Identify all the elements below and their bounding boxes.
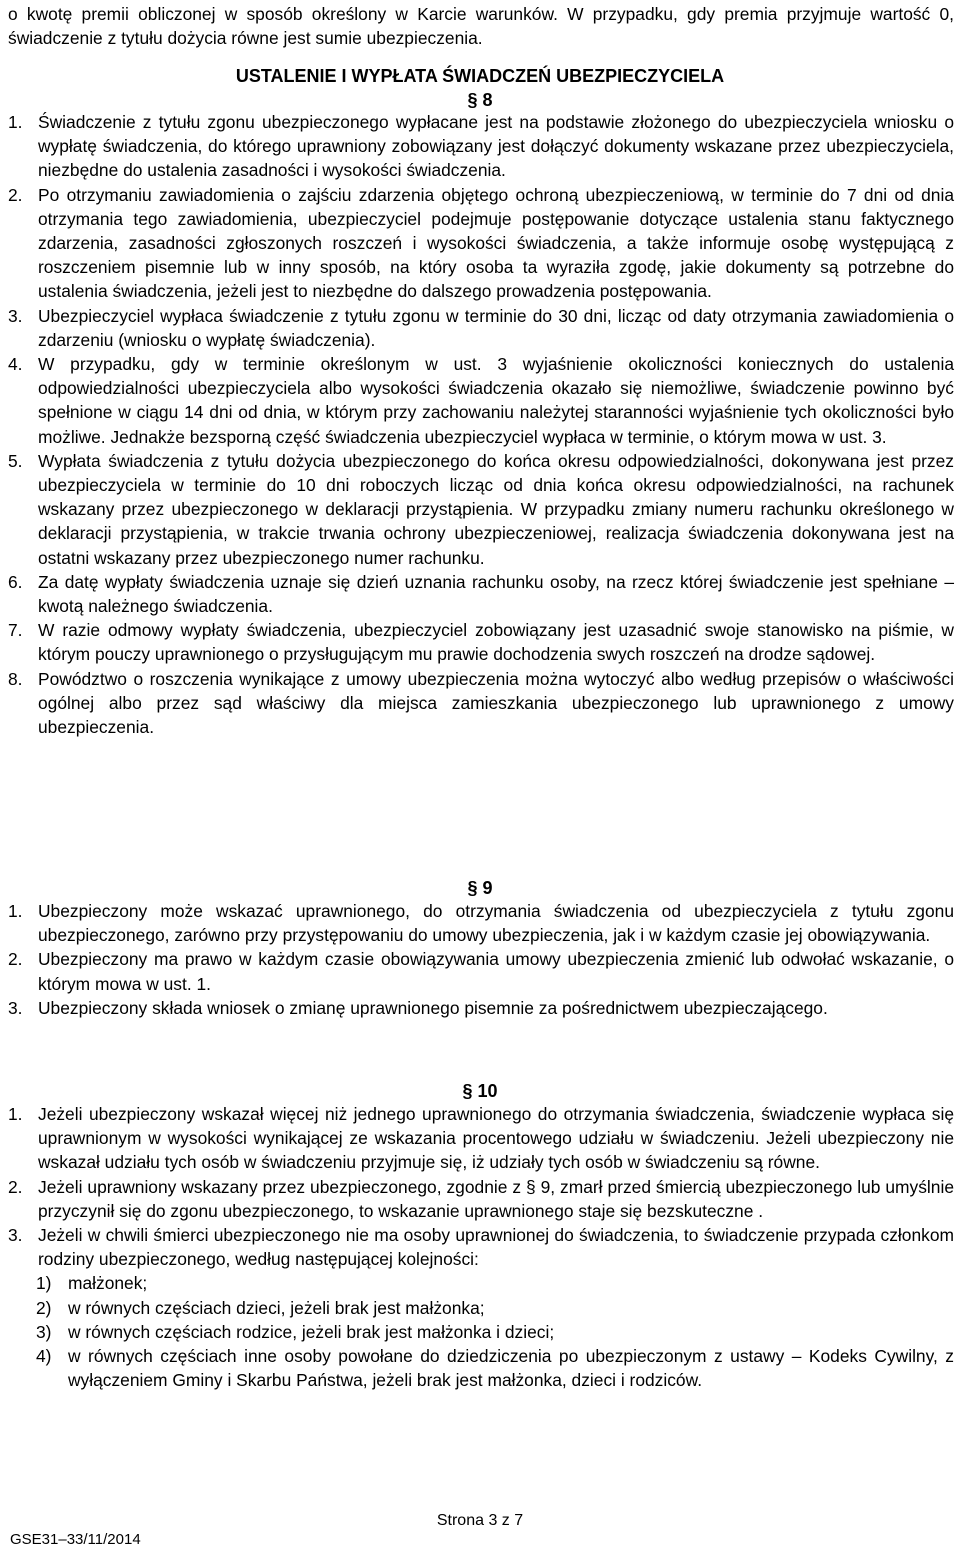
- list-item: [8, 449, 954, 570]
- page-number: Strona 3 z 7: [436, 1512, 524, 1529]
- sub-list-item: [8, 1344, 954, 1392]
- list-item: [8, 1175, 954, 1223]
- list-item: [8, 304, 954, 352]
- list-item: [8, 570, 954, 618]
- item-text: Po otrzymaniu zawiadomienia o zajściu zdarzenia objętego ochroną ubezpieczeniową, w terminie do 7 dni od dnia otrzymania tego zawiadomienia, ubezpieczyciel podejmuje postępowanie dotyczące ustalenia stanu faktycznego zdarzenia, zasadności zgłoszonych roszczeń i wysokości świadczenia, a także informuje osobę występującą z roszczeniem pisemnie lub w inny sposób, na który osoba ta wyraziła zgodę, jakie dokumenty są potrzebne do ustalenia świadczenia, jeżeli jest to niezbędne do dalszego prowadzenia postępowania.: [38, 184, 954, 302]
- item-text: Ubezpieczyciel wypłaca świadczenie z tytułu zgonu w terminie do 30 dni, licząc od daty otrzymania zawiadomienia o zdarzeniu (wniosku o wypłatę świadczenia).: [38, 305, 954, 350]
- section-mark-9: § 9: [467, 878, 493, 898]
- item-number: 1.: [8, 1104, 23, 1124]
- sub-item-number: 1): [36, 1273, 52, 1294]
- section-heading: USTALENIE I WYPŁATA ŚWIADCZEŃ UBEZPIECZYCIELA: [235, 66, 725, 86]
- list-item: [8, 947, 954, 995]
- item-text: W razie odmowy wypłaty świadczenia, ubezpieczyciel zobowiązany jest uzasadnić swoje stanowisko na piśmie, w którym pouczy uprawnionego o przysługującym mu prawie dochodzenia swych roszczeń na drodze sądowej.: [38, 620, 954, 665]
- list-item: [8, 618, 954, 666]
- list-item: [8, 110, 954, 183]
- item-number: 6.: [8, 571, 23, 592]
- item-text: Wypłata świadczenia z tytułu dożycia ubezpieczonego do końca okresu odpowiedzialności, dokonywana jest przez ubezpieczyciela w terminie do 10 dni roboczych licząc od dnia końca okresu odpowiedzialności, na rachunek wskazany przez ubezpieczonego w deklaracji przystąpienia. W przypadku zmiany numeru rachunku określonego w deklaracji przystąpienia, w trakcie trwania ochrony ubezpieczeniowej, realizacja świadczenia dokonywana jest na ostatni wskazany przez ubezpieczonego numer rachunku.: [38, 450, 954, 568]
- item-text: Jeżeli uprawniony wskazany przez ubezpieczonego, zgodnie z § 9, zmarł przed śmiercią ubezpieczonego lub umyślnie przyczynił się do zgonu ubezpieczonego, to wskazanie uprawnionego staje się bezskuteczne .: [38, 1176, 954, 1221]
- item-number: 2.: [8, 1176, 23, 1197]
- item-text: Jeżeli w chwili śmierci ubezpieczonego nie ma osoby uprawnionej do świadczenia, to świadczenie przypada członkom rodziny ubezpieczonego, według następującej kolejności:: [38, 1225, 954, 1270]
- item-number: 1.: [8, 901, 23, 921]
- item-number: 7.: [8, 620, 23, 641]
- sub-item-text: w równych częściach inne osoby powołane do dziedziczenia po ubezpieczonym z ustawy – Kodeks Cywilny, z wyłączeniem Gminy i Skarbu Państwa, jeżeli brak jest małżonka, dzieci i rodziców.: [68, 1346, 954, 1391]
- list-item: [8, 352, 954, 449]
- item-number: 8.: [8, 668, 23, 689]
- document-code: GSE31–33/11/2014: [10, 1531, 141, 1548]
- item-text: Świadczenie z tytułu zgonu ubezpieczonego wypłacane jest na podstawie złożonego do ubezpieczyciela wniosku o wypłatę świadczenia, do którego uprawniony zobowiązany jest dołączyć dokumenty wskazane przez ubezpieczyciela, niezbędne do ustalenia zasadności i wysokości świadczenia.: [38, 112, 954, 181]
- item-number: 4.: [8, 354, 23, 375]
- section-mark-10: § 10: [462, 1081, 498, 1101]
- list-item: [8, 667, 954, 740]
- item-number: 3.: [8, 305, 23, 326]
- item-text: Za datę wypłaty świadczenia uznaje się dzień uznania rachunku osoby, na rzecz której świadczenie jest spełniane – kwotą należnego świadczenia.: [38, 571, 954, 617]
- section-8-list: [8, 110, 954, 739]
- item-number: 5.: [8, 450, 23, 471]
- sub-item-number: 3): [36, 1321, 52, 1342]
- sub-list-item: [8, 1271, 954, 1295]
- sub-list-item: [8, 1296, 954, 1320]
- item-number: 1.: [8, 112, 23, 132]
- intro-text: o kwotę premii obliczonej w sposób określony w Karcie warunków. W przypadku, gdy premia przyjmuje wartość 0, świadczenie z tytułu dożycia równe jest sumie ubezpieczenia.: [8, 4, 954, 49]
- item-number: 2.: [8, 184, 23, 205]
- section-mark-8: § 8: [467, 90, 493, 110]
- item-number: 3.: [8, 997, 23, 1018]
- intro-paragraph: [8, 2, 954, 50]
- sub-item-number: 4): [36, 1346, 52, 1367]
- sub-item-text: małżonek;: [68, 1273, 148, 1294]
- sub-item-text: w równych częściach rodzice, jeżeli brak jest małżonka i dzieci;: [68, 1321, 555, 1342]
- item-text: Jeżeli ubezpieczony wskazał więcej niż jednego uprawnionego do otrzymania świadczenia, świadczenie wypłaca się uprawnionym w wysokości wynikającej ze wskazania procentowego udziału w świadczeniu. Jeżeli ubezpieczony nie wskazał udziału tych osób w świadczeniu przyjmuje się, iż udziały tych osób w świadczeniu są równe.: [38, 1104, 954, 1173]
- item-text: W przypadku, gdy w terminie określonym w ust. 3 wyjaśnienie okoliczności koniecznych do ustalenia odpowiedzialności ubezpieczyciela albo wysokości świadczenia okazało się niemożliwe, świadczenie powinno być spełnione w ciągu 14 dni od dnia, w którym przy zachowaniu należytej staranności wyjaśnienie tych okoliczności było możliwe. Jednakże bezsporną część świadczenia ubezpieczyciel wypłaca w terminie, o którym mowa w ust. 3.: [38, 354, 954, 447]
- section-10-list: [8, 1102, 954, 1392]
- list-item: [8, 183, 954, 304]
- section-9-list: [8, 899, 954, 1020]
- list-item: [8, 996, 954, 1020]
- sub-item-number: 2): [36, 1297, 52, 1318]
- item-text: Ubezpieczony składa wniosek o zmianę uprawnionego pisemnie za pośrednictwem ubezpieczającego.: [38, 997, 828, 1018]
- item-number: 3.: [8, 1225, 23, 1246]
- list-item: [8, 1102, 954, 1175]
- list-item: [8, 899, 954, 947]
- item-number: 2.: [8, 949, 23, 970]
- list-item: [8, 1223, 954, 1271]
- sub-list-item: [8, 1320, 954, 1344]
- sub-item-text: w równych częściach dzieci, jeżeli brak jest małżonka;: [68, 1297, 485, 1318]
- item-text: Ubezpieczony może wskazać uprawnionego, do otrzymania świadczenia od ubezpieczyciela z tytułu zgonu ubezpieczonego, zarówno przy przystępowaniu do umowy ubezpieczenia, jak i w każdym czasie jej obowiązywania.: [38, 901, 954, 946]
- item-text: Ubezpieczony ma prawo w każdym czasie obowiązywania umowy ubezpieczenia zmienić lub odwołać wskazanie, o którym mowa w ust. 1.: [38, 949, 954, 994]
- item-text: Powództwo o roszczenia wynikające z umowy ubezpieczenia można wytoczyć albo według przepisów o właściwości ogólnej albo przez sąd właściwy dla miejsca zamieszkania ubezpieczonego lub uprawnionego z umowy ubezpieczenia.: [38, 668, 954, 738]
